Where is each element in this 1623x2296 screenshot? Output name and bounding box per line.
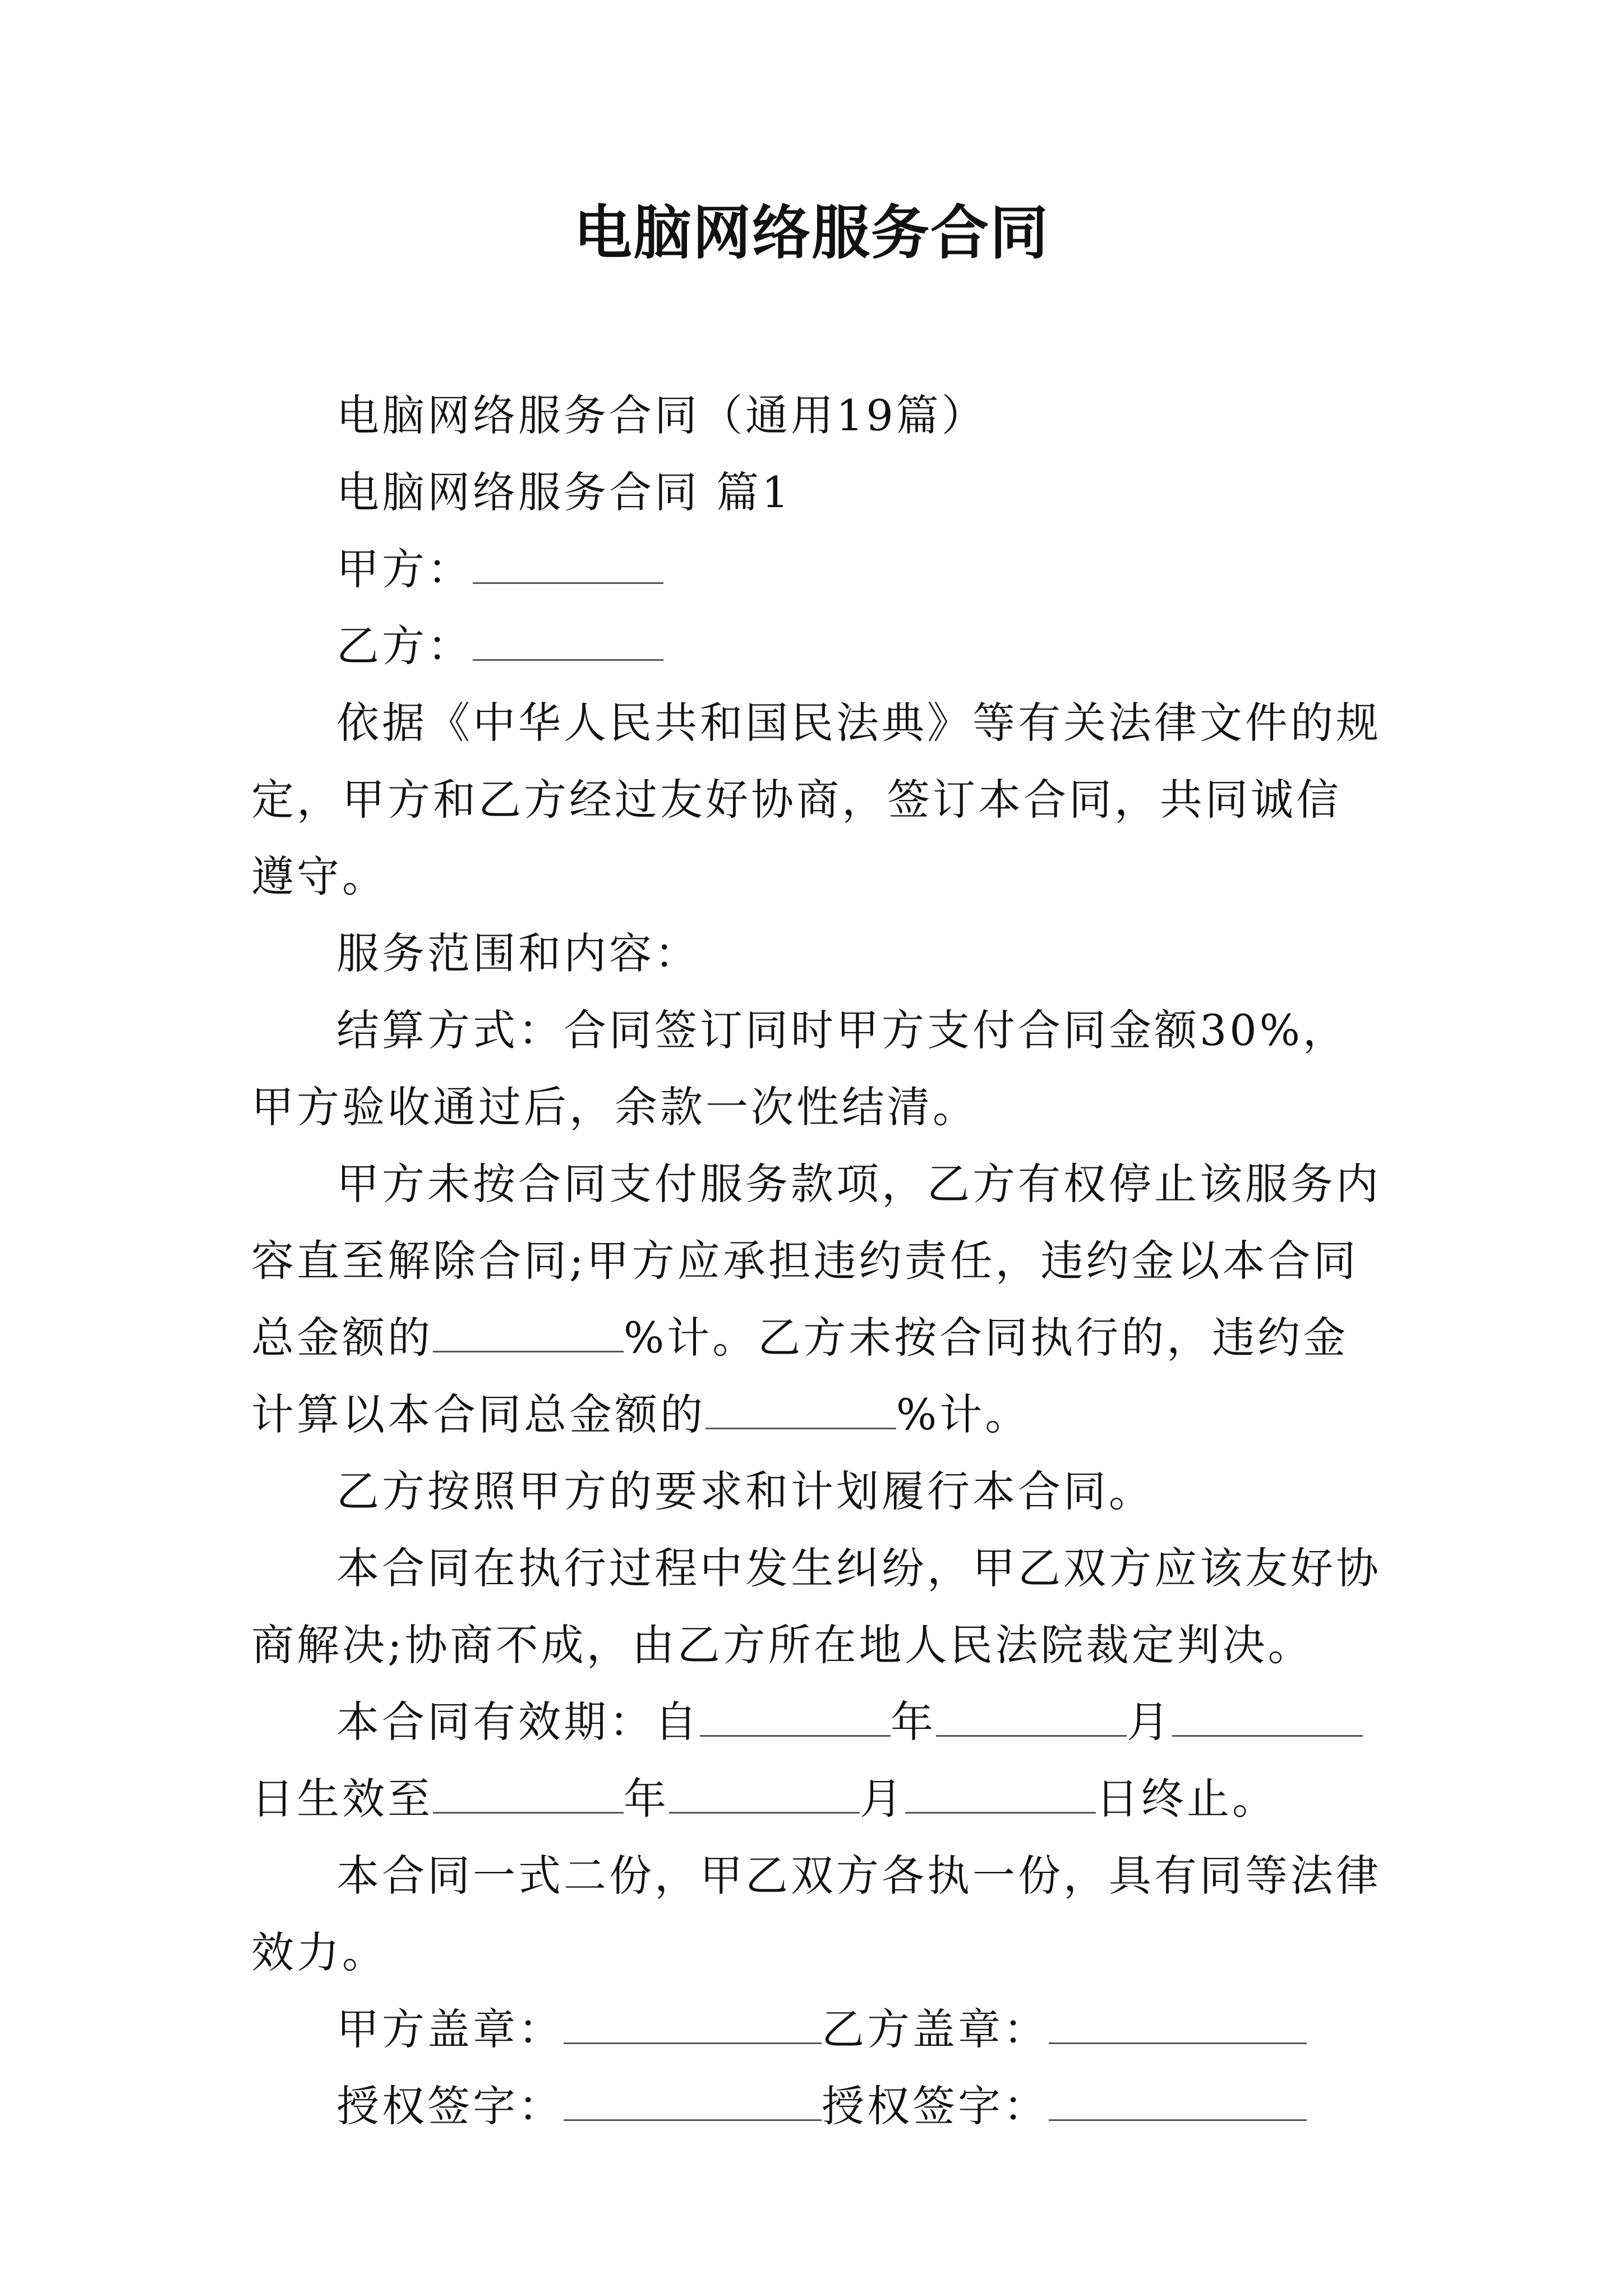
piece-title-text: 电脑网络服务合同 篇1: [336, 467, 792, 517]
piece-title: [251, 454, 1383, 531]
party-a-signature: [336, 2068, 822, 2145]
end-month-blank: [669, 1772, 860, 1814]
intro-paragraph: [251, 684, 1383, 915]
party-b-line: [251, 608, 1383, 684]
start-month-label: 月: [1127, 1697, 1172, 1747]
signature-row: [251, 2068, 1383, 2145]
end-year-blank: [433, 1772, 624, 1814]
end-month-label: 月: [860, 1774, 905, 1824]
party-b-seal-label: 乙方盖章：: [822, 2004, 1049, 2054]
party-a-seal-blank: [564, 2002, 822, 2044]
validity-paragraph: [251, 1683, 1383, 1837]
party-a-label: 甲方：: [336, 544, 473, 594]
dispute-text: 本合同在执行过程中发生纠纷，甲乙双方应该友好协商解决;协商不成，由乙方所在地人民法院裁定判决。: [251, 1543, 1381, 1670]
validity-middle: 日生效至: [251, 1774, 433, 1824]
party-b-sign-blank: [1049, 2079, 1307, 2121]
seal-row: [251, 1991, 1383, 2068]
settlement-paragraph: [251, 992, 1383, 1145]
party-b-signature: [822, 2068, 1307, 2145]
collection-title-text: 电脑网络服务合同（通用19篇）: [336, 390, 987, 440]
party-a-seal-label: 甲方盖章：: [336, 2004, 564, 2054]
validity-prefix: 本合同有效期：自: [336, 1697, 700, 1747]
start-year-blank: [700, 1695, 891, 1737]
scope-text: 服务范围和内容：: [336, 928, 700, 978]
copies-paragraph: [251, 1837, 1383, 1991]
start-year-label: 年: [891, 1697, 936, 1747]
party-a-penalty-blank: [433, 1310, 624, 1352]
party-b-blank: [473, 619, 663, 661]
party-a-seal: [336, 1991, 822, 2068]
settlement-text: 结算方式：合同签订同时甲方支付合同金额30%，甲方验收通过后，余款一次性结清。: [251, 1005, 1348, 1132]
party-a-sign-label: 授权签字：: [336, 2081, 564, 2131]
breach-text-1: 甲方未按合同支付服务款项，乙方有权停止该服务内容直至解除合同;甲方应承担违约责任，违约金以本合同总金额的: [251, 1159, 1381, 1363]
party-b-sign-label: 授权签字：: [822, 2081, 1049, 2131]
scope-paragraph: [251, 915, 1383, 992]
end-year-label: 年: [624, 1774, 669, 1824]
start-month-blank: [936, 1695, 1127, 1737]
performance-text: 乙方按照甲方的要求和计划履行本合同。: [336, 1466, 1154, 1516]
intro-text: 依据《中华人民共和国民法典》等有关法律文件的规定，甲方和乙方经过友好协商，签订本合同，共同诚信遵守。: [251, 698, 1381, 901]
party-b-seal: [822, 1991, 1307, 2068]
copies-text: 本合同一式二份，甲乙双方各执一份，具有同等法律效力。: [251, 1851, 1381, 1977]
performance-paragraph: [251, 1453, 1383, 1530]
party-b-label: 乙方：: [336, 621, 473, 671]
end-day-blank: [905, 1772, 1096, 1814]
party-a-sign-blank: [564, 2079, 822, 2121]
document-body: [251, 377, 1383, 2145]
breach-text-2: %计。乙方未按合同执行的，违约金计算以本合同总金额的: [251, 1313, 1349, 1439]
party-b-seal-blank: [1049, 2002, 1307, 2044]
party-a-blank: [473, 542, 663, 584]
start-day-blank: [1172, 1695, 1363, 1737]
party-a-line: [251, 531, 1383, 608]
validity-end: 日终止。: [1096, 1774, 1278, 1824]
breach-paragraph: [251, 1145, 1383, 1453]
party-b-penalty-blank: [706, 1387, 896, 1429]
document-title: 电脑网络服务合同: [573, 198, 1049, 267]
collection-title: [251, 377, 1383, 454]
breach-text-3: %计。: [896, 1389, 1031, 1439]
dispute-paragraph: [251, 1530, 1383, 1683]
